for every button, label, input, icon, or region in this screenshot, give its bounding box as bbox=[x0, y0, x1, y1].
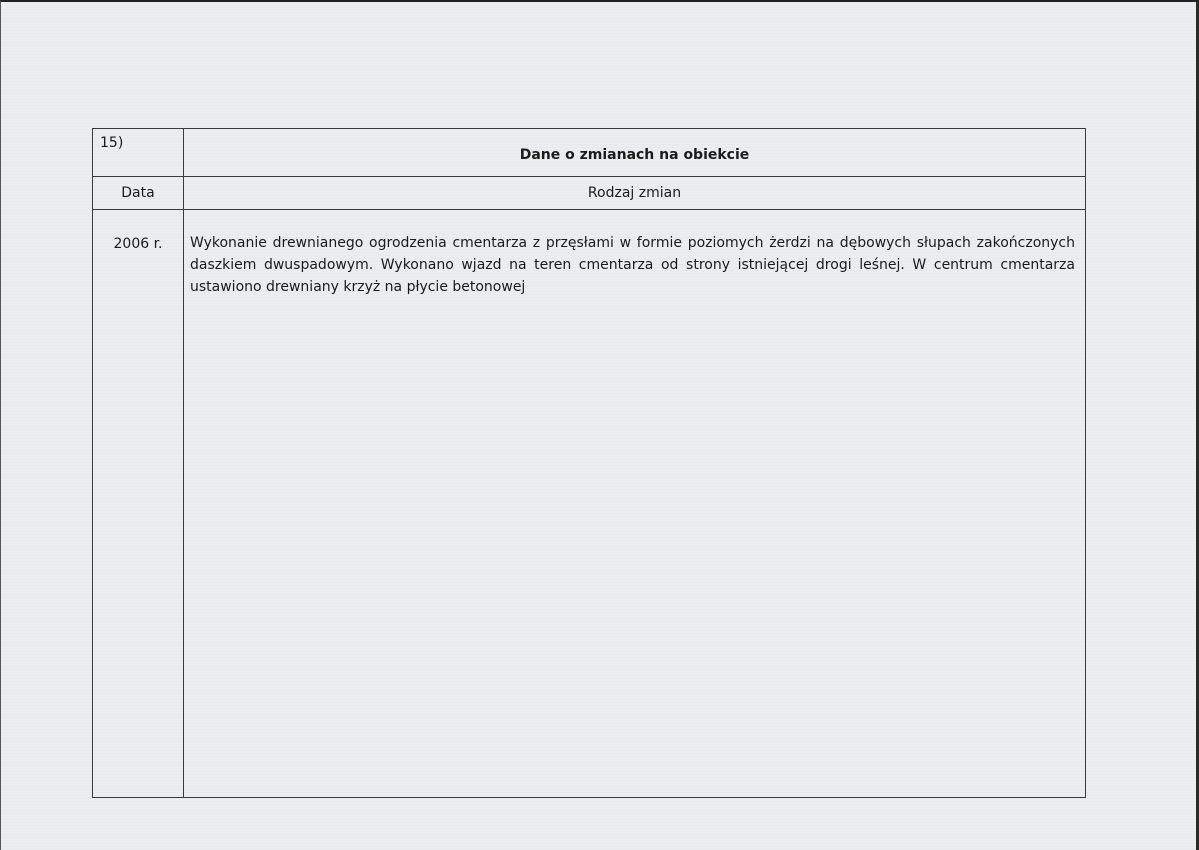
column-header-date: Data bbox=[93, 177, 184, 210]
changes-table bbox=[92, 128, 1086, 798]
table-row bbox=[93, 210, 1086, 798]
column-header-changes: Rodzaj zmian bbox=[184, 177, 1086, 210]
section-title: Dane o zmianach na obiekcie bbox=[184, 129, 1086, 177]
entry-description: Wykonanie drewnianego ogrodzenia cmentarza z przęsłami w formie poziomych żerdzi na dębowych słupach zakończonych daszkiem dwuspadowym. Wykonano wjazd na teren cmentarza od strony istniejącej drogi leśnej. W centrum cmentarza ustawiono drewniany krzyż na płycie betonowej bbox=[184, 210, 1086, 798]
entry-date: 2006 r. bbox=[93, 210, 184, 798]
table-header-row bbox=[93, 129, 1086, 177]
section-number: 15) bbox=[93, 129, 184, 177]
column-header-row bbox=[93, 177, 1086, 210]
